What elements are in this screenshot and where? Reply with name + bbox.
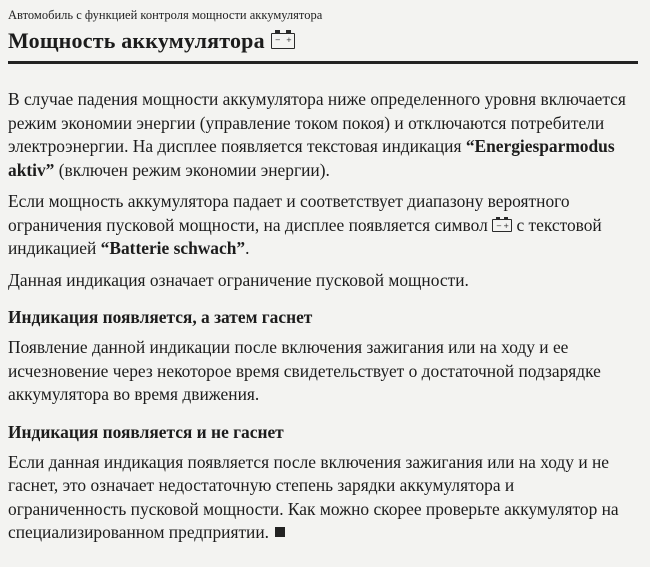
battery-weak-indication: “Batterie schwach” bbox=[100, 238, 246, 258]
subheading-appears-then-goes-out: Индикация появляется, а затем гаснет bbox=[8, 307, 313, 327]
paragraph-meaning: Данная индикация означает ограничение пусковой мощности. bbox=[8, 269, 469, 290]
paragraph-battery-weak: Если мощность аккумулятора падает и соответствует диапазону вероятного ограничения пусковой мощности, на дисплее появляется символ − + с текстовой индикацией “Batterie schwach”. bbox=[8, 191, 602, 258]
battery-icon: − + bbox=[492, 219, 512, 232]
subheading-appears-and-stays: Индикация появляется и не гаснет bbox=[8, 421, 284, 442]
energy-saving-indication: “Energiesparmodus aktiv” bbox=[8, 136, 615, 180]
title-underline bbox=[8, 61, 638, 64]
section-title-row bbox=[8, 28, 295, 54]
paragraph-appears-and-stays: Если данная индикация появляется после включения зажигания или на ходу и не гаснет, это означает недостаточную степень зарядки аккумулятора и ограниченность пусковой мощности. Как можно скорее проверьте аккумулятор на специализированном предприятии. bbox=[8, 451, 619, 542]
battery-icon: − + bbox=[271, 33, 295, 49]
paragraph-energy-saving: В случае падения мощности аккумулятора ниже определенного уровня включается режим экономии энергии (управление током покоя) и отключаются потребители электроэнергии. На дисплее появляется текстовая индикация “Energiesparmodus aktiv” (включен режим экономии энергии). bbox=[8, 89, 626, 180]
section-title: Мощность аккумулятора bbox=[8, 28, 265, 53]
paragraph-appears-then-goes-out: Появление данной индикации после включения зажигания или на ходу и ее исчезновение через некоторое время свидетельствует о достаточной подзарядке аккумулятора во время движения. bbox=[8, 337, 601, 404]
end-of-section-mark bbox=[275, 527, 285, 537]
section-body bbox=[8, 88, 636, 553]
running-header: Автомобиль с функцией контроля мощности аккумулятора bbox=[8, 8, 323, 22]
